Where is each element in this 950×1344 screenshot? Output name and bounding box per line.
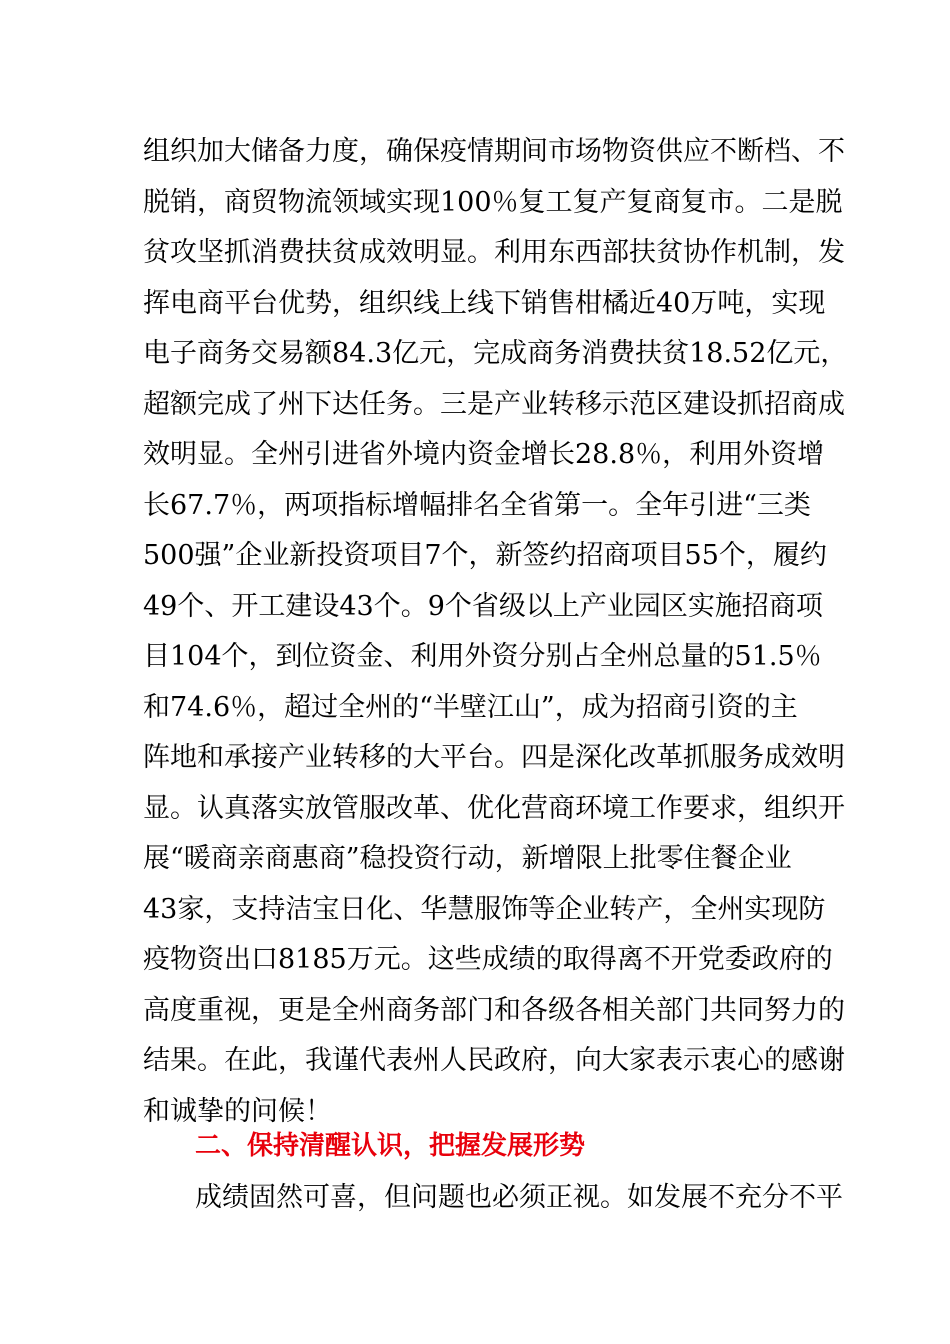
text-line: 效明显。全州引进省外境内资金增长28.8％，利用外资增 xyxy=(143,439,825,470)
text-line: 显。认真落实放管服改革、优化营商环境工作要求，组织开 xyxy=(143,792,845,824)
text-line: 49个、开工建设43个。9个省级以上产业园区实施招商项 xyxy=(143,590,823,622)
text-line: 43家，支持洁宝日化、华慧服饰等企业转产，全州实现防 xyxy=(143,893,826,925)
text-line: 长67.7％，两项指标增幅排名全省第一。全年引进“三类 xyxy=(143,489,811,521)
text-line: 和74.6％，超过全州的“半壁江山”，成为招商引资的主 xyxy=(143,691,798,723)
text-line: 组织加大储备力度，确保疫情期间市场物资供应不断档、不 xyxy=(143,136,845,167)
text-line: 疫物资出口8185万元。这些成绩的取得离不开党委政府的 xyxy=(143,944,833,975)
text-line: 超额完成了州下达任务。三是产业转移示范区建设抓招商成 xyxy=(143,388,845,420)
text-line: 展“暖商亲商惠商”稳投资行动，新增限上批零住餐企业 xyxy=(143,843,792,874)
section-heading: 二、保持清醒认识，把握发展形势 xyxy=(195,1131,586,1161)
next-paragraph-line: 成绩固然可喜，但问题也必须正视。如发展不充分不平 xyxy=(195,1182,843,1213)
text-line: 阵地和承接产业转移的大平台。四是深化改革抓服务成效明 xyxy=(143,742,845,773)
text-line: 电子商务交易额84.3亿元，完成商务消费扶贫18.52亿元， xyxy=(143,338,848,369)
text-line: 挥电商平台优势，组织线上线下销售柑橘近40万吨，实现 xyxy=(143,287,826,319)
text-line: 脱销，商贸物流领域实现100％复工复产复商复市。二是脱 xyxy=(143,186,843,218)
body-paragraph xyxy=(143,127,848,1132)
text-line: 和诚挚的问候！ xyxy=(143,1095,332,1127)
text-line: 结果。在此，我谨代表州人民政府，向大家表示衷心的感谢 xyxy=(143,1045,845,1076)
text-line: 贫攻坚抓消费扶贫成效明显。利用东西部扶贫协作机制，发 xyxy=(143,237,845,268)
text-line: 目104个，到位资金、利用外资分别占全州总量的51.5％ xyxy=(143,641,822,672)
text-line: 500强”企业新投资项目7个，新签约招商项目55个，履约 xyxy=(143,540,827,571)
text-line: 高度重视，更是全州商务部门和各级各相关部门共同努力的 xyxy=(143,994,845,1026)
